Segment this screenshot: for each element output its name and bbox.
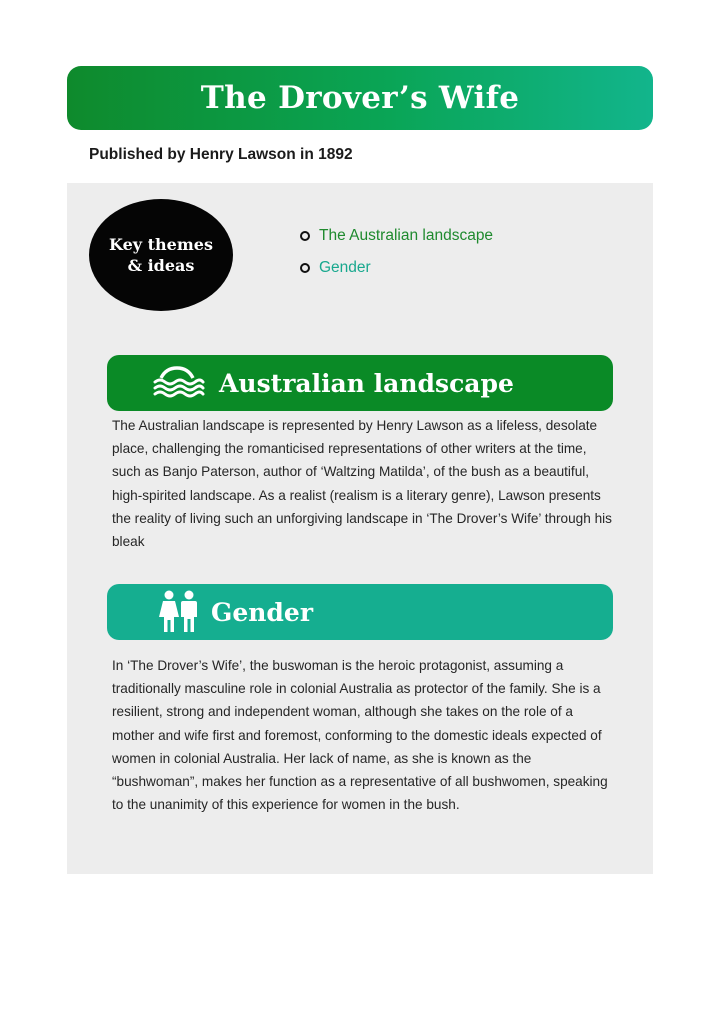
waves-icon (151, 366, 207, 400)
key-themes-list (300, 220, 493, 284)
bullet-icon (300, 263, 310, 273)
key-themes-label: Key themes & ideas (109, 235, 213, 275)
landscape-section-header (107, 355, 613, 411)
landscape-section-title: Australian landscape (219, 368, 514, 398)
gender-section-body: In ‘The Drover’s Wife’, the buswoman is the heroic protagonist, assuming a traditionally masculine role in colonial Australia as protector of the family. She is a resilient, strong and independent woman, although she takes on the role of a mother and wife first and foremost, conforming to the domestic ideals expected of women in colonial Australia. Her lack of name, as she is known as the “bushwoman”, makes her function as a representative of all bushwomen, speaking to the unanimity of this experience for women in the bush. (112, 658, 608, 813)
theme-landscape-label: The Australian landscape (319, 227, 494, 244)
people-icon (159, 590, 199, 634)
bullet-icon (300, 231, 310, 241)
gender-section-title: Gender (211, 597, 313, 627)
gender-section-header (107, 584, 613, 640)
list-item (300, 220, 493, 252)
list-item (300, 252, 493, 284)
publication-info: Published by Henry Lawson in 1892 (89, 146, 353, 163)
theme-gender-label: Gender (319, 259, 371, 276)
title-banner (67, 66, 653, 130)
page-title: The Drover’s Wife (200, 80, 520, 116)
key-themes-badge (89, 199, 233, 311)
landscape-section-body: The Australian landscape is represented by Henry Lawson as a lifeless, desolate place, challenging the romanticised representations of other writers at the time, such as Banjo Paterson, author of ‘Waltzing Matilda’, of the bush as a beautiful, high-spirited landscape. As a realist (realism is a literary genre), Lawson presents the reality of living such an unforgiving landscape in ‘The Drover’s Wife’ through his bleak (112, 418, 612, 550)
